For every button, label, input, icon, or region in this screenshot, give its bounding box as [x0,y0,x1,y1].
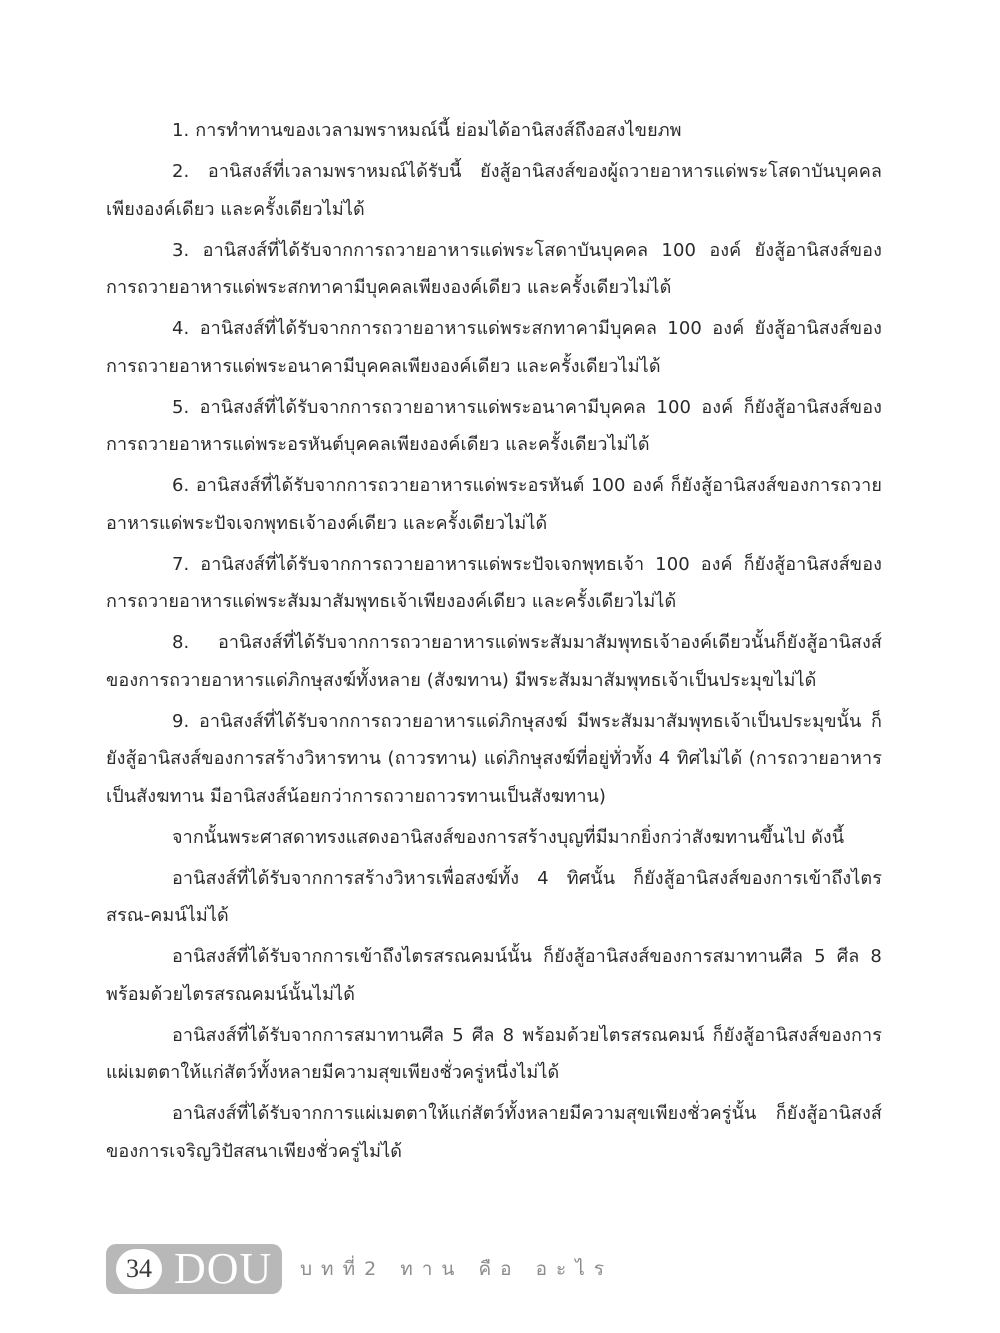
brand-logo-text: DOU [174,1244,273,1293]
footer-badge [106,1244,282,1294]
paragraph-5: 5. อานิสงส์ที่ได้รับจากการถวายอาหารแด่พระอนาคามีบุคคล 100 องค์ ก็ยังสู้อานิสงส์ของการถวายอาหารแด่พระอรหันต์บุคคลเพียงองค์เดียว และครั้งเดียวไม่ได้ [106,396,882,455]
paragraph-14: อานิสงส์ที่ได้รับจากการแผ่เมตตาให้แก่สัตว์ทั้งหลายมีความสุขเพียงชั่วครู่นั้น ก็ยังสู้อานิสงส์ของการเจริญวิปัสสนาเพียงชั่วครู่ไม่ได้ [106,1103,882,1162]
paragraph-7: 7. อานิสงส์ที่ได้รับจากการถวายอาหารแด่พระปัจเจกพุทธเจ้า 100 องค์ ก็ยังสู้อานิสงส์ของการถวายอาหารแด่พระสัมมาสัมพุทธเจ้าเพียงองค์เดียว และครั้งเดียวไม่ได้ [106,553,882,612]
page-footer [106,1244,613,1294]
paragraph-11: อานิสงส์ที่ได้รับจากการสร้างวิหารเพื่อสงฆ์ทั้ง 4 ทิศนั้น ก็ยังสู้อานิสงส์ของการเข้าถึงไตรสรณ-คมน์ไม่ได้ [106,867,882,926]
paragraph-1: 1. การทำทานของเวลามพราหมณ์นี้ ย่อมได้อานิสงส์ถึงอสงไขยภพ [172,120,682,141]
paragraph-9: 9. อานิสงส์ที่ได้รับจากการถวายอาหารแด่ภิกษุสงฆ์ มีพระสัมมาสัมพุทธเจ้าเป็นประมุขนั้น ก็ยังสู้อานิสงส์ของการสร้างวิหารทาน (ถาวรทาน) แด่ภิกษุสงฆ์ที่อยู่ทั่วทั้ง 4 ทิศไม่ได้ (การถวายอาหารเป็นสังฆทาน มีอานิสงส์น้อยกว่าการถวายถาวรทานเป็นสังฆทาน) [106,710,882,807]
paragraph-3: 3. อานิสงส์ที่ได้รับจากการถวายอาหารแด่พระโสดาบันบุคคล 100 องค์ ยังสู้อานิสงส์ของการถวายอาหารแด่พระสกทาคามีบุคคลเพียงองค์เดียว และครั้งเดียวไม่ได้ [106,239,882,298]
paragraph-4: 4. อานิสงส์ที่ได้รับจากการถวายอาหารแด่พระสกทาคามีบุคคล 100 องค์ ยังสู้อานิสงส์ของการถวายอาหารแด่พระอนาคามีบุคคลเพียงองค์เดียว และครั้งเดียวไม่ได้ [106,318,882,377]
page-body [106,112,882,1170]
paragraph-12: อานิสงส์ที่ได้รับจากการเข้าถึงไตรสรณคมน์นั้น ก็ยังสู้อานิสงส์ของการสมาทานศีล 5 ศีล 8 พร้อมด้วยไตรสรณคมน์นั้นไม่ได้ [106,946,882,1005]
paragraph-13: อานิสงส์ที่ได้รับจากการสมาทานศีล 5 ศีล 8 พร้อมด้วยไตรสรณคมน์ ก็ยังสู้อานิสงส์ของการแผ่เมตตาให้แก่สัตว์ทั้งหลายมีความสุขเพียงชั่วครู่หนึ่งไม่ได้ [106,1024,882,1083]
chapter-title: บทที่2 ทาน คือ อะไร [300,1258,613,1280]
paragraph-10: จากนั้นพระศาสดาทรงแสดงอานิสงส์ของการสร้างบุญที่มีมากยิ่งกว่าสังฆทานขึ้นไป ดังนี้ [172,826,845,848]
page-number: 34 [116,1249,162,1289]
paragraph-8: 8. อานิสงส์ที่ได้รับจากการถวายอาหารแด่พระสัมมาสัมพุทธเจ้าองค์เดียวนั้นก็ยังสู้อานิสงส์ของการถวายอาหารแด่ภิกษุสงฆ์ทั้งหลาย (สังฆทาน) มีพระสัมมาสัมพุทธเจ้าเป็นประมุขไม่ได้ [106,632,882,691]
paragraph-2: 2. อานิสงส์ที่เวลามพราหมณ์ได้รับนี้ ยังสู้อานิสงส์ของผู้ถวายอาหารแด่พระโสดาบันบุคคลเพียงองค์เดียว และครั้งเดียวไม่ได้ [106,161,882,220]
paragraph-6: 6. อานิสงส์ที่ได้รับจากการถวายอาหารแด่พระอรหันต์ 100 องค์ ก็ยังสู้อานิสงส์ของการถวายอาหารแด่พระปัจเจกพุทธเจ้าองค์เดียว และครั้งเดียวไม่ได้ [106,475,882,534]
